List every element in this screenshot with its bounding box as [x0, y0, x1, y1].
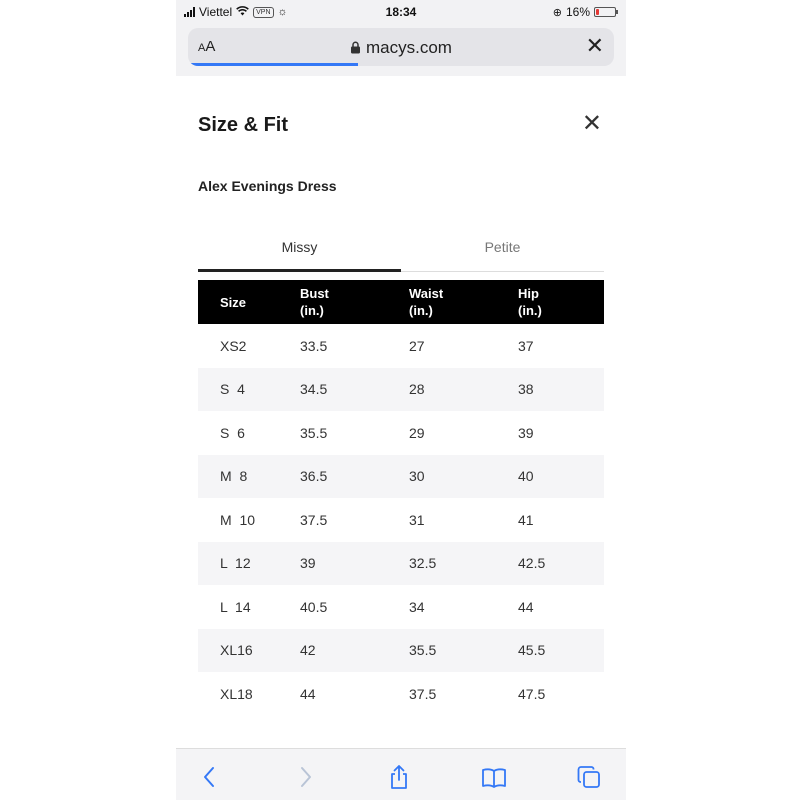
- panel-title: Size & Fit: [198, 114, 289, 136]
- cell-hip: 44: [518, 598, 534, 615]
- status-right: [553, 5, 616, 19]
- cell-hip: 47.5: [518, 685, 546, 702]
- header-waist: Waist (in.): [387, 280, 496, 324]
- cell-waist: 27: [409, 337, 425, 354]
- address-bar[interactable]: [188, 28, 614, 66]
- orientation-lock-icon: ⊕: [552, 6, 562, 19]
- cell-bust: 40.5: [300, 598, 328, 615]
- cell-bust: 42: [278, 629, 387, 673]
- tab-petite[interactable]: Petite: [484, 239, 521, 255]
- cell-waist: 30: [387, 455, 496, 499]
- share-icon[interactable]: [385, 763, 413, 791]
- browser-toolbar: [176, 748, 626, 800]
- header-size: Size: [198, 280, 278, 324]
- cell-hip: 45.5: [496, 629, 604, 673]
- table-header-row: [198, 280, 604, 324]
- load-progress-bar: [188, 63, 358, 66]
- table-row: [198, 629, 604, 673]
- battery-percent: 16%: [565, 5, 590, 19]
- table-row: [198, 411, 604, 455]
- cell-size: XL18: [220, 685, 253, 702]
- cell-size: XS2: [220, 337, 247, 354]
- battery-icon: [594, 7, 616, 17]
- cell-hip: 38: [496, 368, 604, 412]
- close-icon[interactable]: ✕: [581, 110, 602, 137]
- status-bar: [176, 0, 626, 24]
- header-hip: Hip (in.): [496, 280, 604, 324]
- cell-hip: 37: [518, 337, 534, 354]
- header-bust: Bust (in.): [278, 280, 387, 324]
- tabs-icon[interactable]: [575, 763, 603, 791]
- table-row: [198, 542, 604, 586]
- url-field[interactable]: [188, 38, 614, 59]
- brightness-icon: ☼: [277, 6, 288, 18]
- cell-size: S 4: [198, 368, 278, 412]
- cell-bust: 36.5: [278, 455, 387, 499]
- phone-screen: [176, 0, 626, 800]
- cell-bust: 37.5: [300, 511, 328, 528]
- cell-hip: 40: [496, 455, 604, 499]
- cell-size: M 8: [198, 455, 278, 499]
- cell-waist: 32.5: [387, 542, 496, 586]
- lock-icon: [350, 39, 361, 59]
- cell-size: S 6: [220, 424, 245, 441]
- cell-hip: 42.5: [496, 542, 604, 586]
- table-row: [198, 324, 604, 368]
- bookmarks-icon[interactable]: [480, 763, 508, 791]
- cell-bust: 39: [278, 542, 387, 586]
- cell-bust: 44: [300, 685, 316, 702]
- text-size-button[interactable]: AA: [198, 38, 216, 55]
- cell-size: XL16: [198, 629, 278, 673]
- tab-missy[interactable]: Missy: [198, 236, 401, 272]
- cell-bust: 35.5: [300, 424, 328, 441]
- back-icon[interactable]: [196, 763, 224, 791]
- cell-hip: 39: [518, 424, 534, 441]
- vpn-badge: VPN: [253, 7, 273, 18]
- table-row: [198, 585, 604, 629]
- url-text: macys.com: [366, 38, 452, 57]
- cell-bust: 33.5: [300, 337, 328, 354]
- product-name: Alex Evenings Dress: [198, 178, 337, 194]
- cell-hip: 41: [518, 511, 534, 528]
- cell-waist: 31: [409, 511, 425, 528]
- forward-icon[interactable]: [291, 763, 319, 791]
- size-chart-table: [198, 280, 604, 716]
- table-row: [198, 672, 604, 716]
- cell-size: L 14: [220, 598, 251, 615]
- cell-size: M 10: [220, 511, 256, 528]
- stop-loading-icon[interactable]: ✕: [585, 33, 604, 58]
- table-row: [198, 498, 604, 542]
- cell-waist: 35.5: [387, 629, 496, 673]
- size-tabs: [198, 236, 604, 272]
- battery-fill: [596, 9, 599, 15]
- cell-waist: 29: [409, 424, 425, 441]
- cell-bust: 34.5: [278, 368, 387, 412]
- carrier-name: Viettel: [199, 5, 233, 19]
- cell-waist: 34: [409, 598, 425, 615]
- cell-waist: 37.5: [409, 685, 437, 702]
- table-row: [198, 455, 604, 499]
- table-row: [198, 368, 604, 412]
- size-fit-panel: [176, 76, 626, 748]
- status-time: 18:34: [385, 5, 417, 19]
- cell-waist: 28: [387, 368, 496, 412]
- cell-size: L 12: [198, 542, 278, 586]
